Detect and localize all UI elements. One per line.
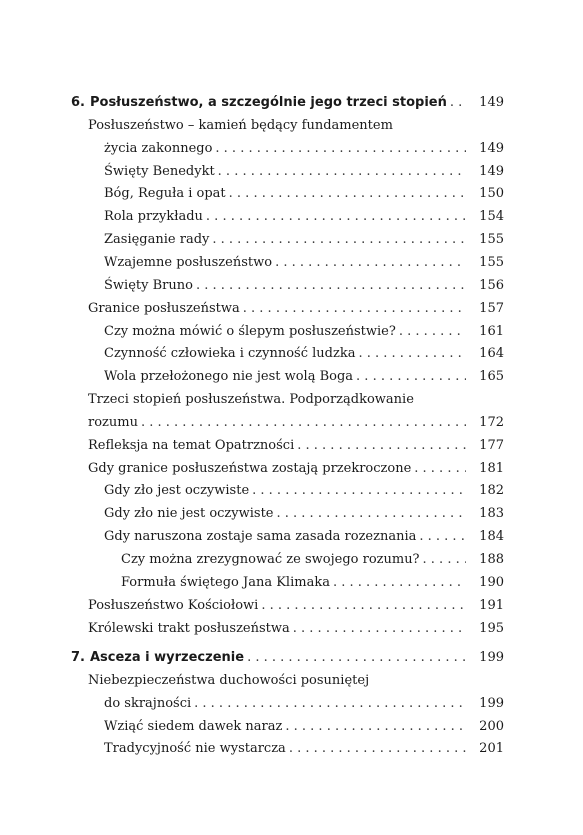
- entry-title: Święty Benedykt: [104, 163, 215, 179]
- page-number: 199: [479, 695, 504, 711]
- page-number: 155: [479, 232, 504, 248]
- page-number: 181: [479, 460, 504, 476]
- dot-leader: [229, 183, 466, 205]
- dot-leader: [285, 716, 466, 738]
- toc-row: [0, 549, 583, 571]
- toc-row: [0, 412, 583, 434]
- entry-title: Tradycyjność nie wystarcza: [104, 741, 286, 757]
- page-number: 184: [479, 529, 504, 545]
- page-number: 154: [479, 209, 504, 225]
- toc-row: [0, 389, 583, 411]
- entry-title: Wzajemne posłuszeństwo: [104, 254, 273, 270]
- toc-row: [0, 458, 583, 480]
- toc-entry[interactable]: [121, 549, 470, 571]
- dot-leader: [277, 503, 467, 525]
- toc-row: [0, 115, 583, 137]
- toc-entry[interactable]: [88, 458, 470, 480]
- toc-entry[interactable]: [88, 298, 470, 320]
- toc-row: [0, 716, 583, 738]
- entry-title: Królewski trakt posłuszeństwa: [88, 620, 290, 636]
- chapter-entry[interactable]: [71, 647, 470, 669]
- page-number: 149: [479, 140, 504, 156]
- dot-leader: [399, 321, 466, 343]
- toc-entry[interactable]: [104, 138, 470, 160]
- toc-row: [0, 738, 583, 760]
- entry-title: Wola przełożonego nie jest wolą Boga: [104, 369, 354, 385]
- toc-row: [0, 138, 583, 160]
- toc-row: [0, 343, 583, 365]
- entry-title: Rola przykładu: [104, 209, 203, 225]
- entry-title-line: Posłuszeństwo – kamień będący fundamentem: [88, 117, 393, 133]
- dot-leader: [419, 526, 466, 548]
- entry-title: Granice posłuszeństwa: [88, 300, 240, 316]
- entry-title: Refleksja na temat Opatrzności: [88, 437, 295, 453]
- toc-row: [0, 670, 583, 692]
- chapter-entry[interactable]: [71, 92, 470, 114]
- entry-title: Posłuszeństwo Kościołowi: [88, 597, 259, 613]
- toc-row: [0, 503, 583, 525]
- chapter-number: 6.: [71, 95, 85, 110]
- toc-entry[interactable]: [104, 343, 470, 365]
- toc-row: [0, 435, 583, 457]
- page-number: 164: [479, 346, 504, 362]
- dot-leader: [252, 480, 466, 502]
- toc-entry[interactable]: [104, 321, 470, 343]
- dot-leader: [196, 275, 466, 297]
- dot-leader: [414, 458, 466, 480]
- chapter-row: [0, 92, 583, 114]
- page-number: 172: [479, 414, 504, 430]
- page-number: 188: [479, 552, 504, 567]
- page-number: 201: [479, 741, 504, 757]
- dot-leader: [218, 161, 466, 183]
- page-number: 190: [479, 574, 504, 590]
- dot-leader: [289, 738, 466, 760]
- toc-entry[interactable]: [121, 572, 470, 594]
- dot-leader: [358, 343, 466, 365]
- page-number: 177: [479, 437, 504, 453]
- toc-row: [0, 183, 583, 205]
- entry-title: Święty Bruno: [104, 277, 193, 293]
- toc-entry[interactable]: [104, 183, 470, 205]
- toc-entry[interactable]: [104, 738, 470, 760]
- dot-leader: [243, 298, 466, 320]
- toc-row: [0, 572, 583, 594]
- dot-leader: [247, 647, 466, 669]
- entry-title: Zasięganie rady: [104, 232, 210, 248]
- dot-leader: [212, 229, 466, 251]
- chapter-number: 7.: [71, 650, 85, 665]
- page-number: 199: [479, 650, 504, 665]
- toc-entry[interactable]: [104, 480, 470, 502]
- dot-leader: [206, 206, 466, 228]
- page-number: 149: [479, 95, 504, 110]
- toc-entry[interactable]: [104, 275, 470, 297]
- toc-entry[interactable]: [104, 252, 470, 274]
- toc-entry[interactable]: [88, 435, 470, 457]
- dot-leader: [450, 92, 466, 114]
- entry-title: życia zakonnego: [104, 140, 213, 156]
- page-number: 200: [479, 718, 504, 734]
- dot-leader: [356, 366, 466, 388]
- dot-leader: [423, 549, 466, 571]
- toc-row: [0, 275, 583, 297]
- entry-title: Gdy zło nie jest oczywiste: [104, 506, 274, 522]
- dot-leader: [333, 572, 466, 594]
- entry-title-line: Trzeci stopień posłuszeństwa. Podporządkowanie: [88, 392, 414, 408]
- toc-entry[interactable]: [88, 618, 470, 640]
- page-number: 165: [479, 369, 504, 385]
- toc-entry[interactable]: [104, 229, 470, 251]
- toc-row: [0, 161, 583, 183]
- page-number: 161: [479, 323, 504, 339]
- entry-title: Gdy zło jest oczywiste: [104, 483, 250, 499]
- page-number: 156: [479, 277, 504, 293]
- chapter-row: [0, 647, 583, 669]
- toc-row: [0, 229, 583, 251]
- page-number: 149: [479, 163, 504, 179]
- dot-leader: [141, 412, 466, 434]
- toc-row: [0, 252, 583, 274]
- entry-title: Bóg, Reguła i opat: [104, 186, 226, 202]
- toc-entry[interactable]: [104, 366, 470, 388]
- toc-row: [0, 298, 583, 320]
- toc-row: [0, 206, 583, 228]
- toc-entry[interactable]: [104, 693, 470, 715]
- toc-row: [0, 618, 583, 640]
- entry-title: Czy można mówić o ślepym posłuszeństwie?: [104, 323, 396, 339]
- page-number: 150: [479, 186, 504, 202]
- entry-title: do skrajności: [104, 695, 192, 711]
- toc-row: [0, 526, 583, 548]
- entry-title: Gdy granice posłuszeństwa zostają przekroczone: [88, 460, 412, 476]
- dot-leader: [215, 138, 466, 160]
- page-number: 195: [479, 620, 504, 636]
- dot-leader: [297, 435, 466, 457]
- page-number: 183: [479, 506, 504, 522]
- toc-entry[interactable]: [88, 412, 470, 434]
- chapter-title: Posłuszeństwo, a szczególnie jego trzeci stopień: [89, 95, 447, 110]
- toc-entry[interactable]: [104, 161, 470, 183]
- entry-title-line: Niebezpieczeństwa duchowości posuniętej: [88, 672, 370, 688]
- toc-entry[interactable]: [104, 503, 470, 525]
- entry-title: Formuła świętego Jana Klimaka: [121, 574, 330, 590]
- toc-entry[interactable]: [104, 526, 470, 548]
- dot-leader: [261, 595, 466, 617]
- toc-entry[interactable]: [104, 206, 470, 228]
- toc-row: [0, 321, 583, 343]
- dot-leader: [293, 618, 466, 640]
- toc-entry[interactable]: [88, 595, 470, 617]
- chapter-title: Asceza i wyrzeczenie: [89, 650, 245, 665]
- entry-title: Gdy naruszona zostaje sama zasada rozeznania: [104, 529, 417, 545]
- dot-leader: [194, 693, 466, 715]
- toc-row: [0, 366, 583, 388]
- toc-row: [0, 693, 583, 715]
- toc-row: [0, 480, 583, 502]
- toc-row: [0, 595, 583, 617]
- page-number: 157: [479, 300, 504, 316]
- page-number: 191: [479, 597, 504, 613]
- entry-title: rozumu: [88, 414, 138, 430]
- entry-title: Czynność człowieka i czynność ludzka: [104, 346, 356, 362]
- page-number: 155: [479, 254, 504, 270]
- page-number: 182: [479, 483, 504, 499]
- entry-title: Wziąć siedem dawek naraz: [104, 718, 283, 734]
- toc-entry[interactable]: [104, 716, 470, 738]
- entry-title: Czy można zrezygnować ze swojego rozumu?: [121, 552, 420, 567]
- dot-leader: [275, 252, 466, 274]
